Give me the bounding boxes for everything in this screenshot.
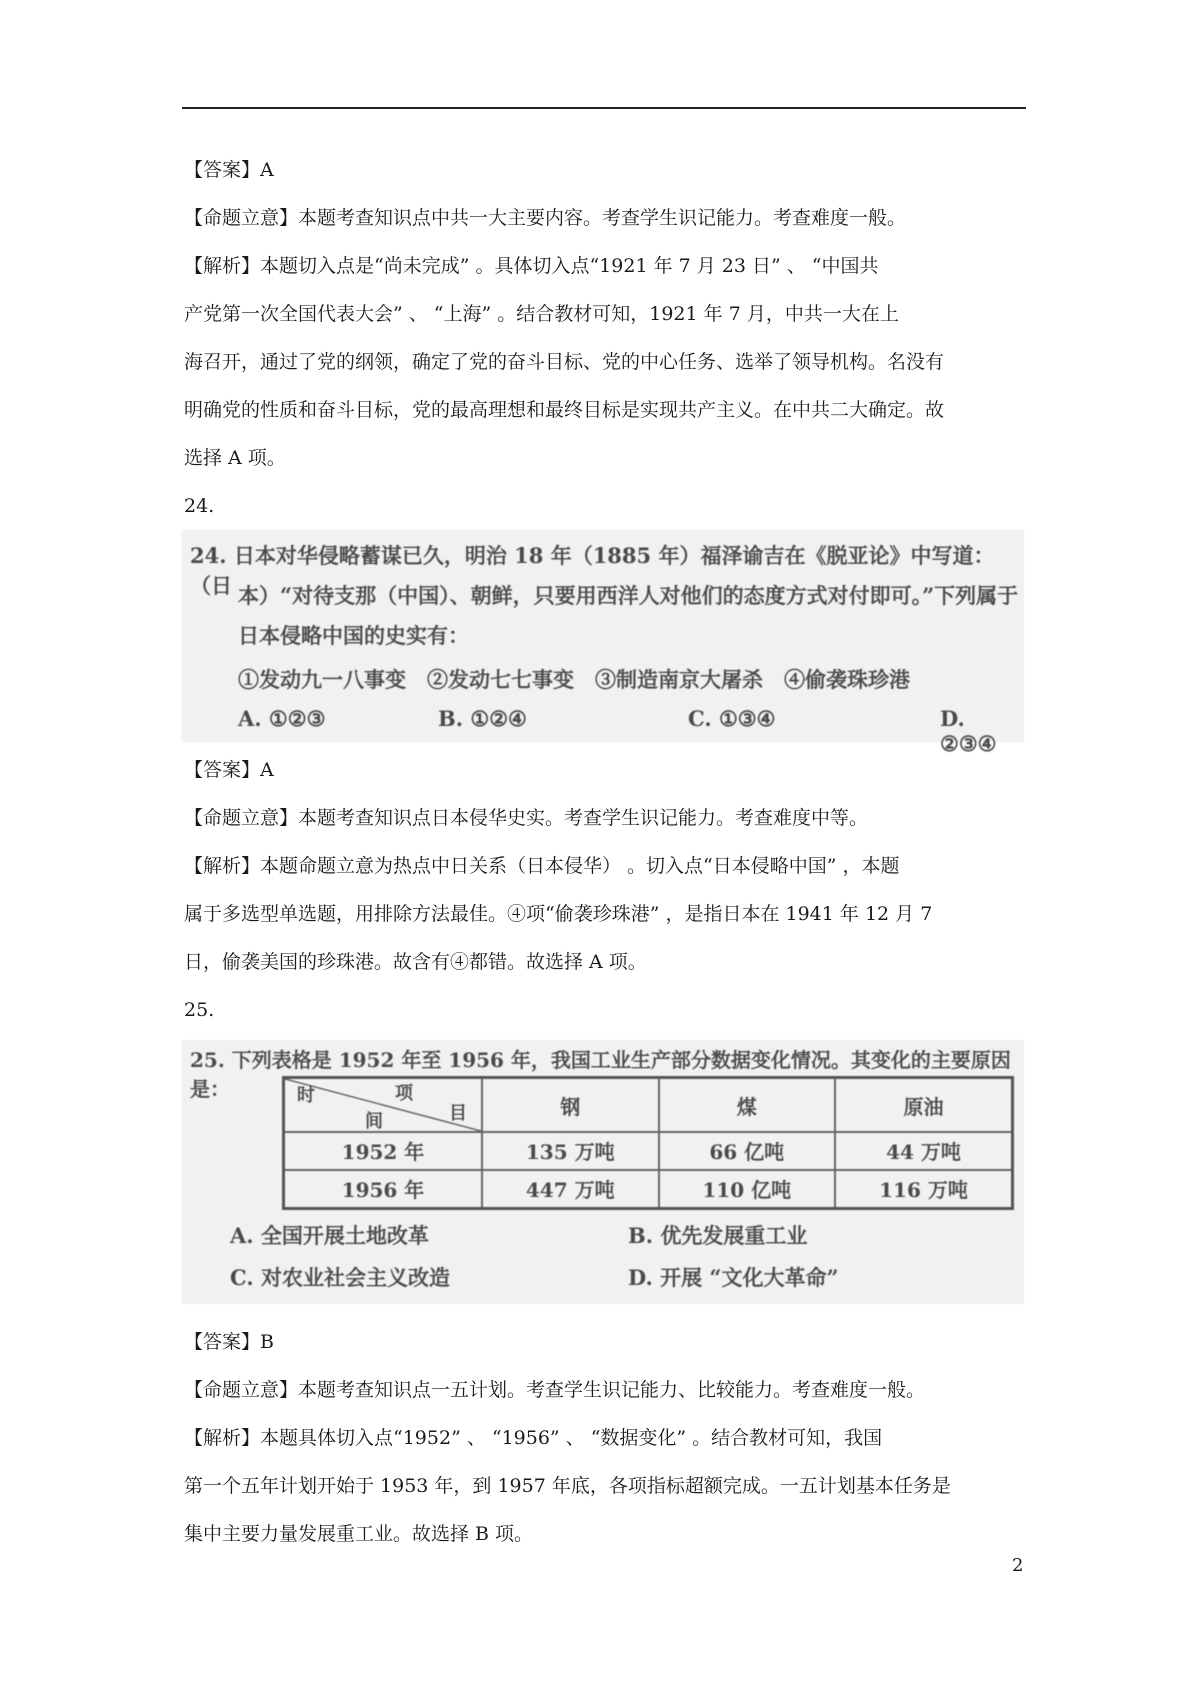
diag-label: 项	[395, 1083, 413, 1104]
page-number: 2	[1012, 1555, 1024, 1576]
question-stem-line: 日本侵略中国的史实有：	[238, 623, 469, 648]
question-stem-line: 25. 下列表格是 1952 年至 1956 年，我国工业生产部分数据变化情况。其变化的主要原因是：	[190, 1048, 1011, 1101]
question-number: 24.	[184, 495, 215, 517]
intent-line: 【命题立意】本题考查知识点一五计划。考查学生识记能力、比较能力。考查难度一般。	[184, 1379, 926, 1401]
analysis-line: 【解析】本题切入点是“尚未完成” 。具体切入点“1921 年 7 月 23 日” 、 “中国共	[184, 255, 879, 277]
column-header: 原油	[835, 1078, 1013, 1133]
analysis-line: 属于多选型单选题，用排除方法最佳。④项“偷袭珍珠港” ，是指日本在 1941 年 12 月 7	[184, 903, 933, 925]
analysis-line: 产党第一次全国代表大会” 、 “上海” 。结合教材可知，1921 年 7 月，中共一大在上	[184, 303, 899, 325]
table-cell: 110 亿吨	[659, 1170, 836, 1209]
option-d: D. 开展 “文化大革命”	[628, 1265, 839, 1290]
option-b: B. 优先发展重工业	[628, 1223, 808, 1248]
diag-label: 间	[365, 1111, 383, 1132]
question-stem-line: 24. 日本对华侵略蓄谋已久，明治 18 年（1885 年）福泽谕吉在《脱亚论》中写道：（日	[190, 543, 995, 598]
table-row	[284, 1170, 1013, 1209]
diag-label: 目	[449, 1103, 467, 1124]
option-c: C. ①③④	[688, 706, 776, 731]
analysis-line: 第一个五年计划开始于 1953 年，到 1957 年底，各项指标超额完成。一五计划基本任务是	[184, 1475, 951, 1497]
option-d: D. ②③④	[940, 706, 997, 756]
analysis-line: 海召开，通过了党的纲领，确定了党的奋斗目标、党的中心任务、选举了领导机构。名没有	[184, 351, 945, 373]
analysis-line: 明确党的性质和奋斗目标，党的最高理想和最终目标是实现共产主义。在中共二大确定。故	[184, 399, 945, 421]
intent-line: 【命题立意】本题考查知识点中共一大主要内容。考查学生识记能力。考查难度一般。	[184, 207, 907, 229]
analysis-line: 集中主要力量发展重工业。故选择 B 项。	[184, 1523, 534, 1545]
diag-label: 时	[297, 1085, 315, 1106]
year-cell: 1956 年	[284, 1170, 483, 1209]
answer-line: 【答案】B	[184, 1331, 274, 1353]
diagonal-header-cell	[284, 1078, 483, 1133]
analysis-line: 选择 A 项。	[184, 447, 286, 469]
data-table	[282, 1076, 1014, 1210]
option-a: A. 全国开展土地改革	[230, 1223, 429, 1248]
table-row	[284, 1132, 1013, 1170]
header-rule	[182, 107, 1026, 109]
answer-line: 【答案】A	[184, 759, 274, 781]
answer-line: 【答案】A	[184, 159, 274, 181]
table-cell: 66 亿吨	[659, 1132, 836, 1170]
table-cell: 135 万吨	[482, 1132, 659, 1170]
answer-block-24	[184, 746, 1022, 1034]
analysis-line: 【解析】本题命题立意为热点中日关系（日本侵华） 。切入点“日本侵略中国” ，本题	[184, 855, 900, 877]
table-header-row	[284, 1078, 1013, 1133]
option-b: B. ①②④	[438, 706, 527, 731]
analysis-line: 【解析】本题具体切入点“1952” 、 “1956” 、 “数据变化” 。结合教材可知，我国	[184, 1427, 883, 1449]
table-cell: 44 万吨	[835, 1132, 1013, 1170]
answer-block-25	[184, 1318, 1022, 1558]
answer-block-23	[184, 146, 1022, 530]
analysis-line: 日，偷袭美国的珍珠港。故含有④都错。故选择 A 项。	[184, 951, 647, 973]
option-a: A. ①②③	[238, 706, 326, 731]
question-number: 25.	[184, 999, 215, 1021]
column-header: 钢	[482, 1078, 659, 1133]
table-cell: 447 万吨	[482, 1170, 659, 1209]
option-c: C. 对农业社会主义改造	[230, 1265, 450, 1290]
question-25-image	[182, 1040, 1024, 1304]
intent-line: 【命题立意】本题考查知识点日本侵华史实。考查学生识记能力。考查难度中等。	[184, 807, 869, 829]
question-24-image	[182, 530, 1024, 756]
year-cell: 1952 年	[284, 1132, 483, 1170]
column-header: 煤	[659, 1078, 836, 1133]
question-items-line: ①发动九一八事变 ②发动七七事变 ③制造南京大屠杀 ④偷袭珠珍港	[238, 667, 910, 692]
question-stem-line: 本）“对待支那（中国）、朝鲜，只要用西洋人对他们的态度方式对付即可。”下列属于	[238, 583, 1019, 608]
table-cell: 116 万吨	[835, 1170, 1013, 1209]
